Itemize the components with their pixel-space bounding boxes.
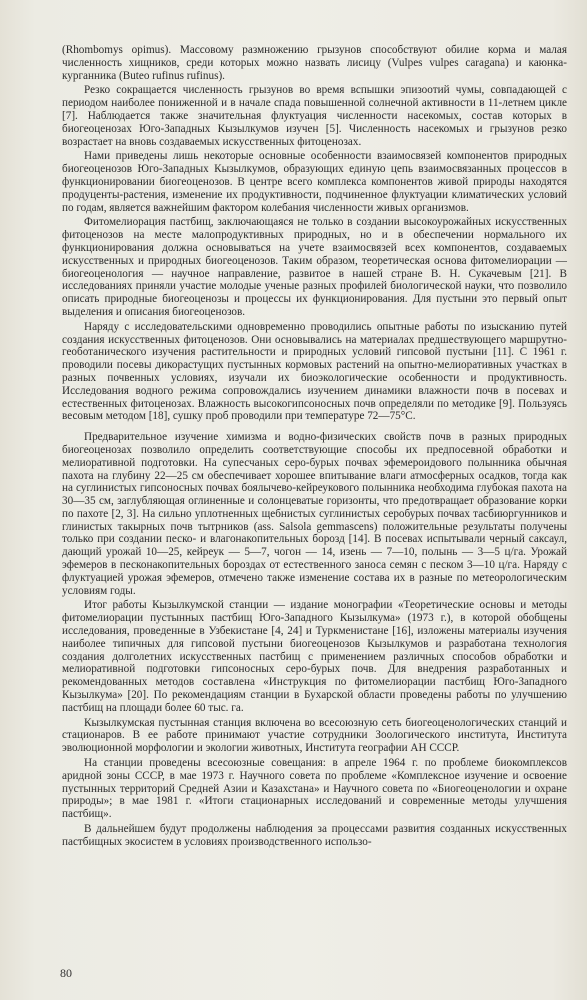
paragraph-3: Нами приведены лишь некоторые основные особенности взаимосвязей компонентов природных биогеоценозов Юго-Западных Кызылкумов, образующих единую цепь взаимосвязанных процессов в функционировании биогеоценозов. В центре всего комплекса компонентов живой природы находятся продуценты-растения, изменение их продуктивности, подчиненное флуктуации климатических условий по годам, является важнейшим фактором колебания численности живых организмов. — [62, 150, 567, 214]
paragraph-10: В дальнейшем будут продолжены наблюдения за процессами развития созданных искусственных пастбищных экосистем в условиях производственного использо- — [62, 823, 567, 848]
body-text — [62, 44, 567, 849]
paragraph-1: (Rhombomys opimus). Массовому размножению грызунов способствуют обилие корма и малая численность хищников, среди которых можно назвать лисицу (Vulpes vulpes caragana) и каюнка-курганника (Buteo rufinus rufinus). — [62, 44, 567, 82]
paragraph-5: Наряду с исследовательскими одновременно проводились опытные работы по изысканию путей создания искусственных фитоценозов. Они основывались на материалах предшествующего маршрутно-геоботанического изучения растительности и природных условий гипсовой пустыни [11]. С 1961 г. проводили посевы дикорастущих пустынных кормовых растений на опытно-мелиоративных участках в разных почвенных условиях, изучали их биоэкологические особенности и продуктивность. Исследования водного режима сопровождались изучением динамики влажности почв в посевах и естественных фитоценозах. Влажность высокогипсоносных почв определяли по методике [9]. Пользуясь весовым методом [18], сушку проб проводили при температуре 72—75°С. — [62, 320, 567, 423]
paragraph-4: Фитомелиорация пастбищ, заключающаяся не только в создании высокоурожайных искусственных фитоценозов на месте малопродуктивных природных, но и в обеспечении нормального их функционирования должна основываться на учете взаимосвязей всех компонентов, создаваемых искусственных и природных биогеоценозов. Таким образом, теоретическая основа фитомелиорации — биогеоценология — научное направление, развитое в нашей стране В. Н. Сукачевым [21]. В исследованиях приняли участие молодые ученые разных профилей биологической науки, что позволило описать природные биогеоценозы и процессы их функционирования. Для пустыни это первый опыт выделения и описания биогеоценозов. — [62, 216, 567, 318]
paragraph-6: Предварительное изучение химизма и водно-физических свойств почв в разных природных биогеоценозах позволило определить соответствующие способы их предпосевной обработки и мелиоративной подготовки. На супесчаных серо-бурых почвах эфемероидового полынника обычная пахота на глубину 22—25 см обеспечивает хорошее впитывание влаги атмосферных осадков, тогда как на суглинистых гипсоносных почвах боялычево-кейреукового полынника необходима глубокая пахота на 30—35 см, заглубляющая оглиненные и солонцеватые горизонты, что предотвращает образование корки по пахоте [2, 3]. На сильно уплотненных щебнистых суглинистых серобурых почвах тасбиюргунников и глинистых такырных почв тытрников (ass. Salsola gemmascens) положительные результаты получены только при создании песко- и влагонакопительных борозд [14]. В посевах испытывали черный саксаул, дающий урожай 10—25, кейреук — 5—7, чогон — 14, изень — 7—10, полынь — 3—5 ц/га. Урожай эфемеров в песконакопительных бороздах от естественного заноса семян с песком 3—10 ц/га. Наряду с флуктуацией урожая эфемеров, отмечено также изменение состава их в разные по метеорологическим условиям годы. — [62, 431, 567, 597]
paragraph-8: Кызылкумская пустынная станция включена во всесоюзную сеть биогеоценологических станций и стационаров. В ее работе принимают участие сотрудники Зоологического института, Института эволюционной морфологии и экологии животных, Института географии АН СССР. — [62, 716, 567, 755]
paragraph-7: Итог работы Кызылкумской станции — издание монографии «Теоретические основы и методы фитомелиорации пустынных пастбищ Юго-Западного Кызылкума» (1973 г.), в которой обобщены исследования, проведенные в Узбекистане [4, 24] и Туркменистане [16], изложены материалы изучения наиболее типичных для гипсовой пустыни биогеоценозов Кызылкумов и разработана технология создания долголетних искусственных пастбищ с применением различных способов обработки и мелиоративной подготовки гипсоносных серо-бурых почв. Для внедрения разработанных и рекомендованных методов составлена «Инструкция по фитомелиорации пастбищ Юго-Западного Кызылкума» [20]. По рекомендациям станции в Бухарской области проведены работы по улучшению пастбищ на площади более 60 тыс. га. — [62, 599, 567, 714]
page-number: 80 — [60, 966, 72, 980]
paragraph-9: На станции проведены всесоюзные совещания: в апреле 1964 г. по проблеме биокомплексов аридной зоны СССР, в мае 1973 г. Научного совета по проблеме «Комплексное изучение и освоение пустынных территорий Средней Азии и Казахстана» и Научного совета по «Биогеоценологии и охране природы»; в мае 1981 г. «Итоги стационарных исследований и современные методы улучшения пастбищ». — [62, 757, 567, 821]
paragraph-2: Резко сокращается численность грызунов во время вспышки эпизоотий чумы, совпадающей с периодом наиболее пониженной и в начале спада повышенной солнечной активности в 11-летнем цикле [7]. Наблюдается также значительная флуктуация численности насекомых, состав которых в биогеоценозах Юго-Западных Кызылкумов изучен [5]. Численность насекомых и грызунов резко возрастает на вновь создаваемых искусственных фитоценозах. — [62, 84, 567, 148]
